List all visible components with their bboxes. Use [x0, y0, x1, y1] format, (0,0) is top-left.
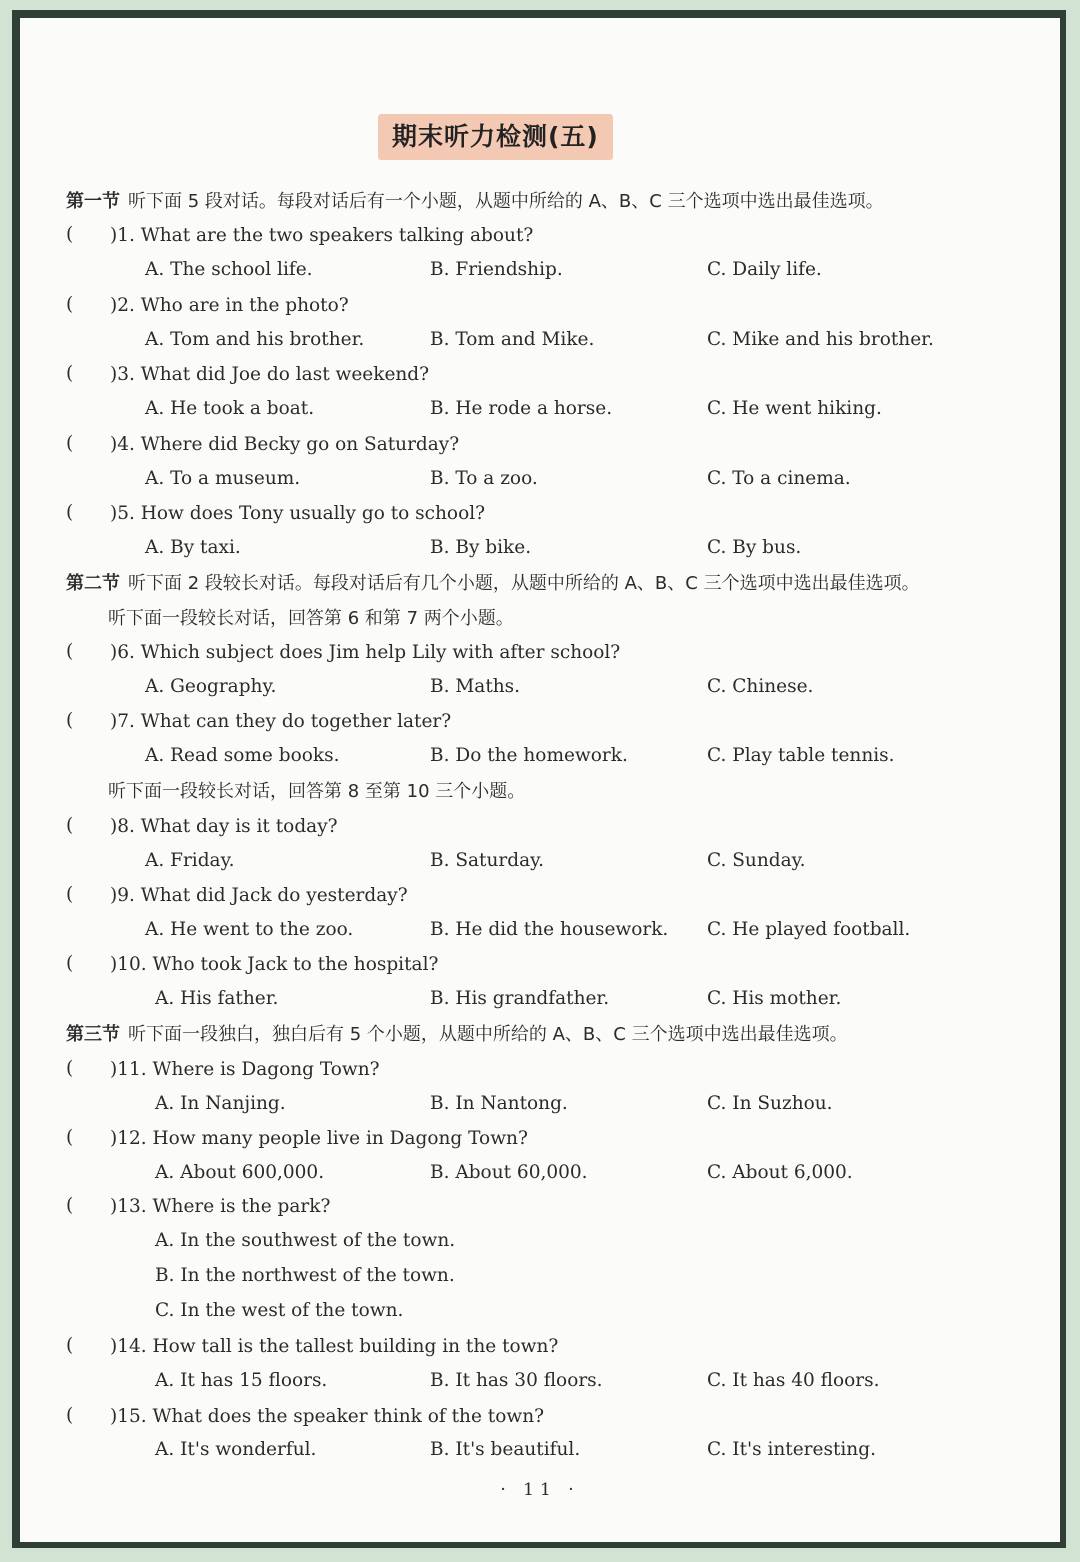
question-15: )15. What does the speaker think of the town? [110, 1406, 545, 1427]
q9-option-a: A. He went to the zoo. [145, 919, 354, 940]
question-14: )14. How tall is the tallest building in the town? [110, 1336, 559, 1357]
q6-option-c: C. Chinese. [707, 676, 814, 697]
page-number: · 11 · [500, 1480, 580, 1500]
section-3-label: 第三节 [66, 1024, 120, 1045]
q14-option-b: B. It has 30 floors. [430, 1370, 603, 1391]
q5-option-c: C. By bus. [707, 537, 802, 558]
section-2-subheading-a: 听下面一段较长对话，回答第 6 和第 7 两个小题。 [108, 608, 514, 629]
question-8: )8. What day is it today? [110, 816, 338, 837]
q12-option-a: A. About 600,000. [155, 1162, 325, 1183]
question-5: )5. How does Tony usually go to school? [110, 503, 486, 524]
q13-option-b: B. In the northwest of the town. [155, 1265, 455, 1286]
q4-option-a: A. To a museum. [145, 468, 301, 489]
question-2: )2. Who are in the photo? [110, 295, 349, 316]
q12-option-b: B. About 60,000. [430, 1162, 588, 1183]
q8-option-a: A. Friday. [145, 850, 235, 871]
section-2-text: 听下面 2 段较长对话。每段对话后有几个小题，从题中所给的 A、B、C 三个选项中选出最佳选项。 [128, 573, 920, 594]
answer-paren: ( [66, 953, 74, 974]
answer-paren: ( [66, 1195, 74, 1216]
section-2-subheading-b: 听下面一段较长对话，回答第 8 至第 10 三个小题。 [108, 781, 526, 802]
q8-option-c: C. Sunday. [707, 850, 806, 871]
q9-option-c: C. He played football. [707, 919, 911, 940]
q11-option-c: C. In Suzhou. [707, 1093, 833, 1114]
question-11: )11. Where is Dagong Town? [110, 1059, 380, 1080]
answer-paren: ( [66, 710, 74, 731]
section-1-heading [66, 190, 884, 214]
q10-option-c: C. His mother. [707, 988, 842, 1009]
q3-option-b: B. He rode a horse. [430, 398, 613, 419]
q6-option-a: A. Geography. [145, 676, 277, 697]
question-10: )10. Who took Jack to the hospital? [110, 954, 439, 975]
question-12: )12. How many people live in Dagong Town? [110, 1128, 528, 1149]
q4-option-c: C. To a cinema. [707, 468, 851, 489]
q14-option-c: C. It has 40 floors. [707, 1370, 880, 1391]
q9-option-b: B. He did the housework. [430, 919, 669, 940]
answer-paren: ( [66, 294, 74, 315]
answer-paren: ( [66, 1405, 74, 1426]
q8-option-b: B. Saturday. [430, 850, 544, 871]
q13-option-a: A. In the southwest of the town. [155, 1230, 456, 1251]
q1-option-b: B. Friendship. [430, 259, 563, 280]
section-1-label: 第一节 [66, 191, 120, 212]
q5-option-b: B. By bike. [430, 537, 532, 558]
question-13: )13. Where is the park? [110, 1196, 331, 1217]
answer-paren: ( [66, 433, 74, 454]
q7-option-b: B. Do the homework. [430, 745, 628, 766]
question-7: )7. What can they do together later? [110, 711, 452, 732]
question-4: )4. Where did Becky go on Saturday? [110, 434, 460, 455]
answer-paren: ( [66, 363, 74, 384]
q1-option-a: A. The school life. [145, 259, 313, 280]
q12-option-c: C. About 6,000. [707, 1162, 853, 1183]
section-1-text: 听下面 5 段对话。每段对话后有一个小题，从题中所给的 A、B、C 三个选项中选出最佳选项。 [128, 191, 884, 212]
answer-paren: ( [66, 641, 74, 662]
q15-option-b: B. It's beautiful. [430, 1439, 581, 1460]
q3-option-c: C. He went hiking. [707, 398, 882, 419]
answer-paren: ( [66, 884, 74, 905]
section-2-heading [66, 572, 920, 596]
q4-option-b: B. To a zoo. [430, 468, 538, 489]
q15-option-c: C. It's interesting. [707, 1439, 876, 1460]
answer-paren: ( [66, 224, 74, 245]
page-title: 期末听力检测(五) [378, 114, 613, 160]
section-3-text: 听下面一段独白，独白后有 5 个小题，从题中所给的 A、B、C 三个选项中选出最佳选项。 [128, 1024, 848, 1045]
answer-paren: ( [66, 502, 74, 523]
q2-option-b: B. Tom and Mike. [430, 329, 595, 350]
q2-option-a: A. Tom and his brother. [145, 329, 365, 350]
answer-paren: ( [66, 815, 74, 836]
q15-option-a: A. It's wonderful. [155, 1439, 317, 1460]
q10-option-a: A. His father. [155, 988, 279, 1009]
q11-option-b: B. In Nantong. [430, 1093, 568, 1114]
q13-option-c: C. In the west of the town. [155, 1300, 404, 1321]
q6-option-b: B. Maths. [430, 676, 521, 697]
answer-paren: ( [66, 1127, 74, 1148]
question-9: )9. What did Jack do yesterday? [110, 885, 408, 906]
q11-option-a: A. In Nanjing. [155, 1093, 286, 1114]
q10-option-b: B. His grandfather. [430, 988, 610, 1009]
answer-paren: ( [66, 1335, 74, 1356]
section-3-heading [66, 1023, 848, 1047]
q14-option-a: A. It has 15 floors. [155, 1370, 328, 1391]
question-3: )3. What did Joe do last weekend? [110, 364, 430, 385]
q7-option-c: C. Play table tennis. [707, 745, 895, 766]
section-2-label: 第二节 [66, 573, 120, 594]
q1-option-c: C. Daily life. [707, 259, 822, 280]
question-6: )6. Which subject does Jim help Lily with after school? [110, 642, 621, 663]
q5-option-a: A. By taxi. [145, 537, 241, 558]
q2-option-c: C. Mike and his brother. [707, 329, 934, 350]
q7-option-a: A. Read some books. [145, 745, 340, 766]
question-1: )1. What are the two speakers talking about? [110, 225, 534, 246]
answer-paren: ( [66, 1058, 74, 1079]
q3-option-a: A. He took a boat. [145, 398, 315, 419]
